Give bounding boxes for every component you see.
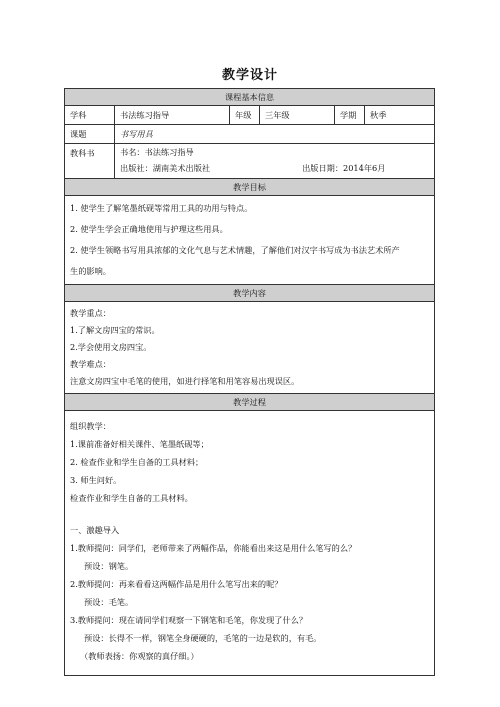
process-line: 检查作业和学生自备的工具材料。 <box>70 493 193 503</box>
basic-info-header: 课程基本信息 <box>65 89 435 106</box>
textbook-row <box>65 144 435 179</box>
subject-row <box>65 106 435 125</box>
content-line: 注意文房四宝中毛笔的使用，如进行择笔和用笔容易出现误区。 <box>70 376 300 386</box>
process-line: 1.课前准备好相关课件、笔墨纸砚等； <box>70 439 209 449</box>
lesson-plan-table <box>64 88 435 676</box>
question-2: 2.教师提问：再来看看这两幅作品是用什么笔写出来的呢？ <box>70 579 283 589</box>
term-value: 秋季 <box>365 106 435 125</box>
process-header-row <box>65 394 435 411</box>
basic-info-header-row <box>65 89 435 106</box>
process-row <box>65 411 435 676</box>
document-title: 教学设计 <box>221 68 278 83</box>
content-line: 教学难点： <box>70 359 111 369</box>
textbook-label: 教科书 <box>65 144 115 179</box>
pub-date: 出版日期：2014年6月 <box>302 163 386 173</box>
publisher: 出版社：湖南美术出版社 <box>120 163 211 173</box>
content-row <box>65 302 435 394</box>
goals-body <box>65 196 435 285</box>
content-line: 1.了解文房四宝的常识。 <box>70 325 160 335</box>
teacher-praise: （教师表扬：你观察的真仔细。） <box>80 651 199 661</box>
section-title: 一、激趣导入 <box>70 525 120 535</box>
subject-value: 书法练习指导 <box>115 106 230 125</box>
process-body <box>65 411 435 676</box>
content-header-row <box>65 285 435 302</box>
publisher-line <box>120 161 429 177</box>
process-line: 2. 检查作业和学生自备的工具材料； <box>70 457 204 467</box>
topic-label: 课题 <box>65 125 115 144</box>
textbook-info <box>115 144 435 179</box>
grade-value: 三年级 <box>260 106 335 125</box>
goals-header: 教学目标 <box>65 179 435 196</box>
question-1: 1.教师提问：同学们，老师带来了两幅作品，你能看出来这是用什么笔写的么？ <box>70 543 357 553</box>
goals-row <box>65 196 435 285</box>
topic-row <box>65 125 435 144</box>
process-line: 3. 师生问好。 <box>70 475 122 485</box>
answer-1: 预设：钢笔。 <box>84 561 134 571</box>
term-label: 学期 <box>335 106 365 125</box>
goal-item: 2. 使学生领略书写用具浓郁的文化气息与艺术情趣，了解他们对汉字书写成为书法艺术所产 <box>70 245 400 255</box>
answer-3: 预设：长得不一样，钢笔全身硬硬的，毛笔的一边是软的，有毛。 <box>84 633 322 643</box>
goal-item: 1. 使学生了解笔墨纸砚等常用工具的功用与特点。 <box>70 203 253 213</box>
book-name: 书名：书法练习指导 <box>120 147 194 158</box>
goals-header-row <box>65 179 435 196</box>
content-line: 2.学会使用文房四宝。 <box>70 342 152 352</box>
subject-label: 学科 <box>65 106 115 125</box>
process-line: 组织教学： <box>70 421 111 431</box>
content-header: 教学内容 <box>65 285 435 302</box>
question-3: 3.教师提问：现在请同学们观察一下钢笔和毛笔，你发现了什么？ <box>70 615 308 625</box>
topic-value: 书写用具 <box>115 125 435 144</box>
grade-label: 年级 <box>230 106 260 125</box>
goal-item: 2. 使学生学会正确地使用与护理这些用具。 <box>70 224 228 234</box>
goal-item: 生的影响。 <box>70 266 111 276</box>
content-line: 教学重点： <box>70 308 111 318</box>
process-header: 教学过程 <box>65 394 435 411</box>
content-body <box>65 302 435 394</box>
answer-2: 预设：毛笔。 <box>84 597 134 607</box>
